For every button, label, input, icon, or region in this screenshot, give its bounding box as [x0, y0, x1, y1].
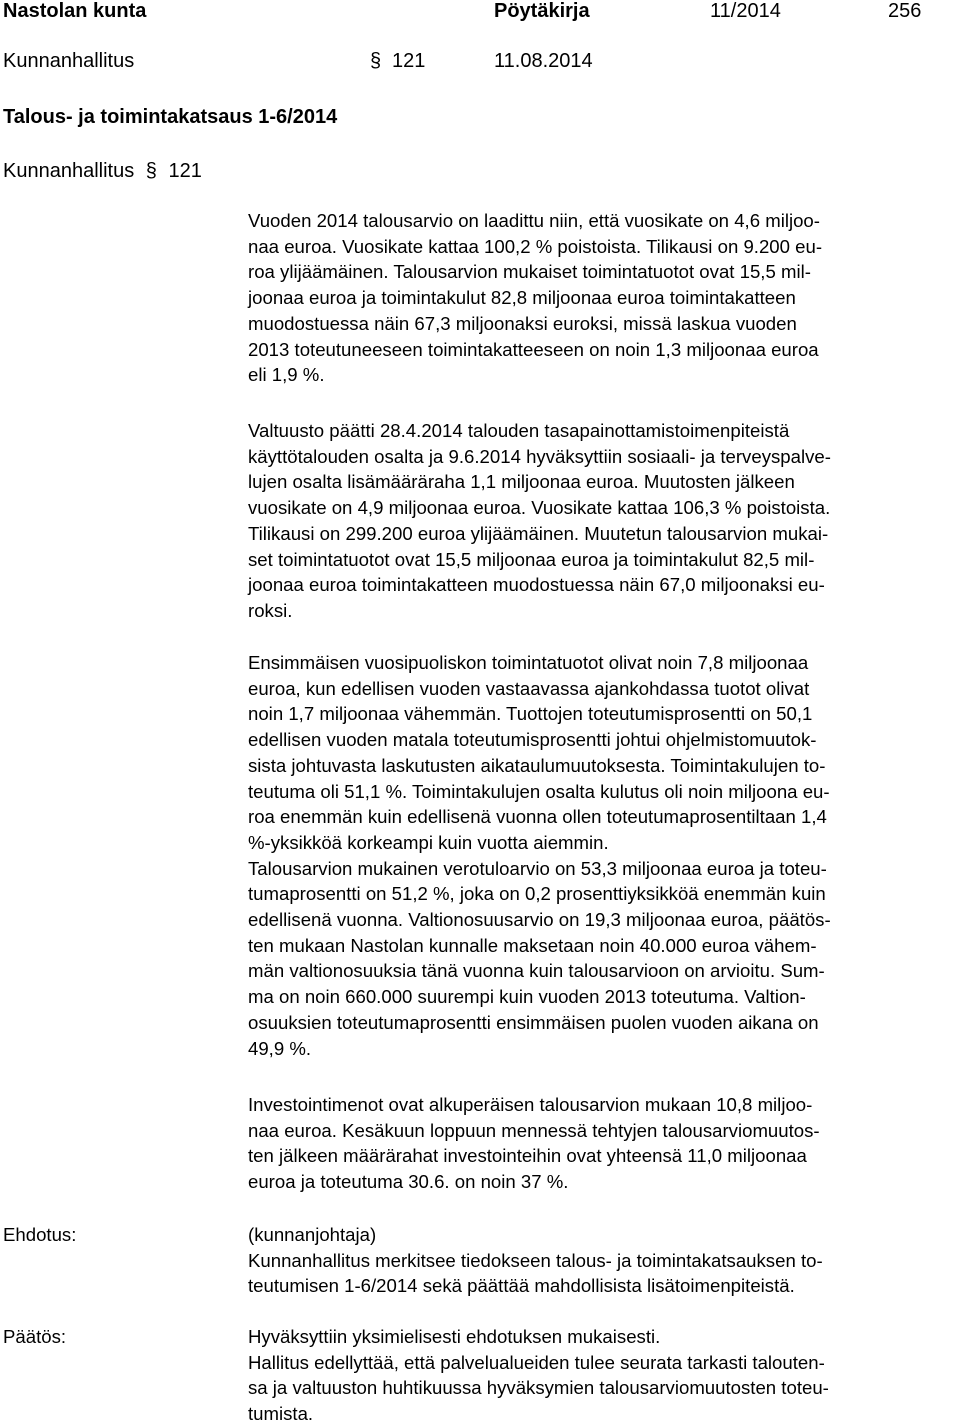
text-line: osuuksien toteutumaprosentti ensimmäisen puolen vuoden aikana on	[248, 1011, 819, 1033]
text-line: ten jälkeen määrärahat investointeihin ovat yhteensä 11,0 miljoonaa	[248, 1145, 807, 1167]
header-body: Kunnanhallitus	[3, 50, 135, 72]
paragraph-budget	[248, 208, 950, 388]
text-line: edellisenä vuonna. Valtionosuusarvio on 19,3 miljoonaa euroa, päätös-	[248, 909, 831, 931]
text-line: joonaa euroa ja toimintakulut 82,8 miljoonaa euroa toimintakatteen	[248, 287, 796, 309]
text-line: noin 1,7 miljoonaa vähemmän. Tuottojen toteutumisprosentti on 50,1	[248, 703, 813, 725]
text-line: Kunnanhallitus merkitsee tiedokseen talous- ja toimintakatsauksen to-	[248, 1249, 823, 1271]
context-body: Kunnanhallitus	[3, 160, 135, 182]
text-line: Talousarvion mukainen verotuloarvio on 53,3 miljoonaa euroa ja toteu-	[248, 857, 827, 879]
text-line: ma on noin 660.000 suurempi kuin vuoden 2013 toteutuma. Valtion-	[248, 986, 806, 1008]
context-section-number: 121	[168, 160, 202, 182]
decision-text	[248, 1324, 950, 1427]
text-line: sa ja valtuuston huhtikuussa hyväksymien talousarviomuutosten toteu-	[248, 1377, 829, 1399]
text-line: män valtionosuuksia tänä vuonna kuin talousarvioon on arvioitu. Sum-	[248, 960, 825, 982]
page-title: Talous- ja toimintakatsaus 1-6/2014	[3, 106, 338, 128]
proposal-text	[248, 1222, 950, 1299]
proposal-label: Ehdotus:	[3, 1224, 77, 1245]
document-number: 11/2014	[710, 0, 781, 22]
text-line: Valtuusto päätti 28.4.2014 talouden tasapainottamistoimenpiteistä	[248, 420, 790, 441]
header-date: 11.08.2014	[494, 50, 593, 72]
text-line: roksi.	[248, 599, 293, 621]
decision-label: Päätös:	[3, 1326, 67, 1347]
text-line: roa ylijäämäinen. Talousarvion mukaiset toimintatuotot ovat 15,5 mil-	[248, 261, 811, 283]
context-section-sign: §	[145, 160, 157, 182]
header-section-number: 121	[392, 50, 426, 72]
text-line: teutumisen 1-6/2014 sekä päättää mahdollisista lisätoimenpiteistä.	[248, 1275, 795, 1297]
text-line: sista johtuvasta laskutusten aikataulumuutoksesta. Toimintakulujen to-	[248, 754, 826, 776]
text-line: teutuma oli 51,1 %. Toimintakulujen osalta kulutus oli noin miljoona eu-	[248, 780, 830, 802]
text-line: Investointimenot ovat alkuperäisen talousarvion mukaan 10,8 miljoo-	[248, 1094, 813, 1115]
paragraph-council-decision	[248, 418, 950, 624]
paragraph-investments	[248, 1092, 950, 1195]
text-line: käyttötalouden osalta ja 9.6.2014 hyväksyttiin sosiaali- ja terveyspalve-	[248, 445, 831, 467]
text-line: Hallitus edellyttää, että palvelualueiden tulee seurata tarkasti talouten-	[248, 1351, 825, 1373]
text-line: %-yksikköä korkeampi kuin vuotta aiemmin.	[248, 831, 609, 853]
text-line: roa enemmän kuin edellisenä vuonna ollen toteutumaprosentiltaan 1,4	[248, 806, 827, 828]
text-line: Tilikausi on 299.200 euroa ylijäämäinen. Muutetun talousarvion mukai-	[248, 522, 829, 544]
municipality-name: Nastolan kunta	[3, 0, 147, 22]
text-line: euroa ja toteutuma 30.6. on noin 37 %.	[248, 1171, 569, 1193]
text-line: tumista.	[248, 1403, 314, 1425]
text-line: 2013 toteutuneeseen toimintakatteeseen on noin 1,3 miljoonaa euroa	[248, 338, 819, 360]
text-line: naa euroa. Vuosikate kattaa 100,2 % poistoista. Tilikausi on 9.200 eu-	[248, 235, 823, 257]
document-type: Pöytäkirja	[494, 0, 590, 22]
text-line: tumaprosentti on 51,2 %, joka on 0,2 prosenttiyksikköä enemmän kuin	[248, 883, 826, 905]
text-line: joonaa euroa toimintakatteen muodostuessa näin 67,0 miljoonaksi eu-	[248, 574, 825, 596]
text-line: muodostuessa näin 67,3 miljoonaksi euroksi, missä laskua vuoden	[248, 312, 797, 334]
text-line: set toimintatuotot ovat 15,5 miljoonaa euroa ja toimintakulut 82,5 mil-	[248, 548, 815, 570]
text-line: 49,9 %.	[248, 1037, 312, 1059]
text-line: eli 1,9 %.	[248, 364, 325, 386]
text-line: euroa, kun edellisen vuoden vastaavassa ajankohdassa tuotot olivat	[248, 677, 810, 699]
page-number: 256	[888, 0, 922, 22]
text-line: ten mukaan Nastolan kunnalle maksetaan noin 40.000 euroa vähem-	[248, 934, 817, 956]
text-line: edellisen vuoden matala toteutumisprosentti johtui ohjelmistomuutok-	[248, 729, 817, 751]
text-line: vuosikate on 4,9 miljoonaa euroa. Vuosikate kattaa 106,3 % poistoista.	[248, 497, 831, 519]
text-line: Ensimmäisen vuosipuoliskon toimintatuotot olivat noin 7,8 miljoonaa	[248, 652, 809, 673]
header-section-sign: §	[370, 50, 382, 72]
paragraph-first-half-results	[248, 650, 950, 1061]
context-line	[3, 160, 202, 183]
text-line: Hyväksyttiin yksimielisesti ehdotuksen mukaisesti.	[248, 1326, 661, 1347]
text-line: naa euroa. Kesäkuun loppuun mennessä tehtyjen talousarviomuutos-	[248, 1119, 820, 1141]
text-line: lujen osalta lisämääräraha 1,1 miljoonaa euroa. Muutosten jälkeen	[248, 471, 795, 493]
text-line: Vuoden 2014 talousarvio on laadittu niin, että vuosikate on 4,6 miljoo-	[248, 210, 820, 231]
text-line: (kunnanjohtaja)	[248, 1224, 377, 1245]
